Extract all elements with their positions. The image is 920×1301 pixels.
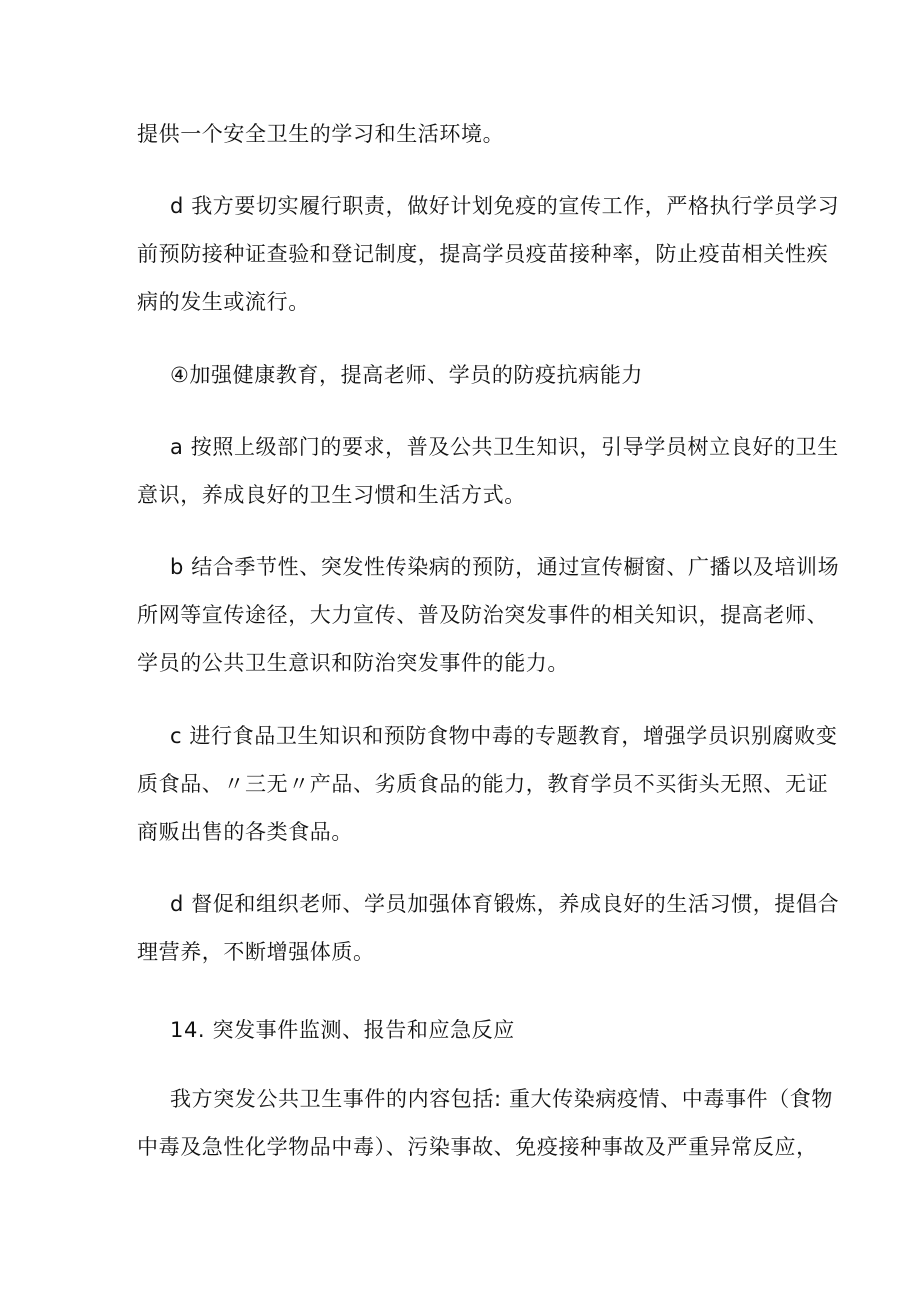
paragraph-line: 提供一个安全卫生的学习和生活环境。 xyxy=(137,122,505,146)
paragraph-line: 理营养，不断增强体质。 xyxy=(137,940,375,964)
paragraph-line: 中毒及急性化学物品中毒）、污染事故、免疫接种事故及严重异常反应， xyxy=(137,1135,818,1159)
paragraph-line: 前预防接种证查验和登记制度，提高学员疫苗接种率，防止疫苗相关性疾 xyxy=(137,242,829,266)
paragraph-line: 商贩出售的各类食品。 xyxy=(137,820,353,844)
paragraph-line: c 进行食品卫生知识和预防食物中毒的专题教育，增强学员识别腐败变 xyxy=(170,724,838,748)
paragraph-line: 我方突发公共卫生事件的内容包括: 重大传染病疫情、中毒事件（食物 xyxy=(170,1087,833,1111)
paragraph-line: 所网等宣传途径，大力宣传、普及防治突发事件的相关知识，提高老师、 xyxy=(137,603,829,627)
section-heading: 14. 突发事件监测、报告和应急反应 xyxy=(170,1018,515,1042)
paragraph-line: 意识，养成良好的卫生习惯和生活方式。 xyxy=(137,483,526,507)
paragraph-line: b 结合季节性、突发性传染病的预防，通过宣传橱窗、广播以及培训场 xyxy=(170,555,840,579)
paragraph-line: 病的发生或流行。 xyxy=(137,290,310,314)
paragraph-line: d 督促和组织老师、学员加强体育锻炼，养成良好的生活习惯，提倡合 xyxy=(170,892,840,916)
paragraph-line: d 我方要切实履行职责，做好计划免疫的宣传工作，严格执行学员学习 xyxy=(170,194,840,218)
paragraph-line: a 按照上级部门的要求，普及公共卫生知识，引导学员树立良好的卫生 xyxy=(170,435,839,459)
paragraph-line: 质食品、〃三无〃产品、劣质食品的能力，教育学员不买街头无照、无证 xyxy=(137,772,829,796)
section-heading: ④加强健康教育，提高老师、学员的防疫抗病能力 xyxy=(170,363,644,387)
paragraph-line: 学员的公共卫生意识和防治突发事件的能力。 xyxy=(137,651,569,675)
